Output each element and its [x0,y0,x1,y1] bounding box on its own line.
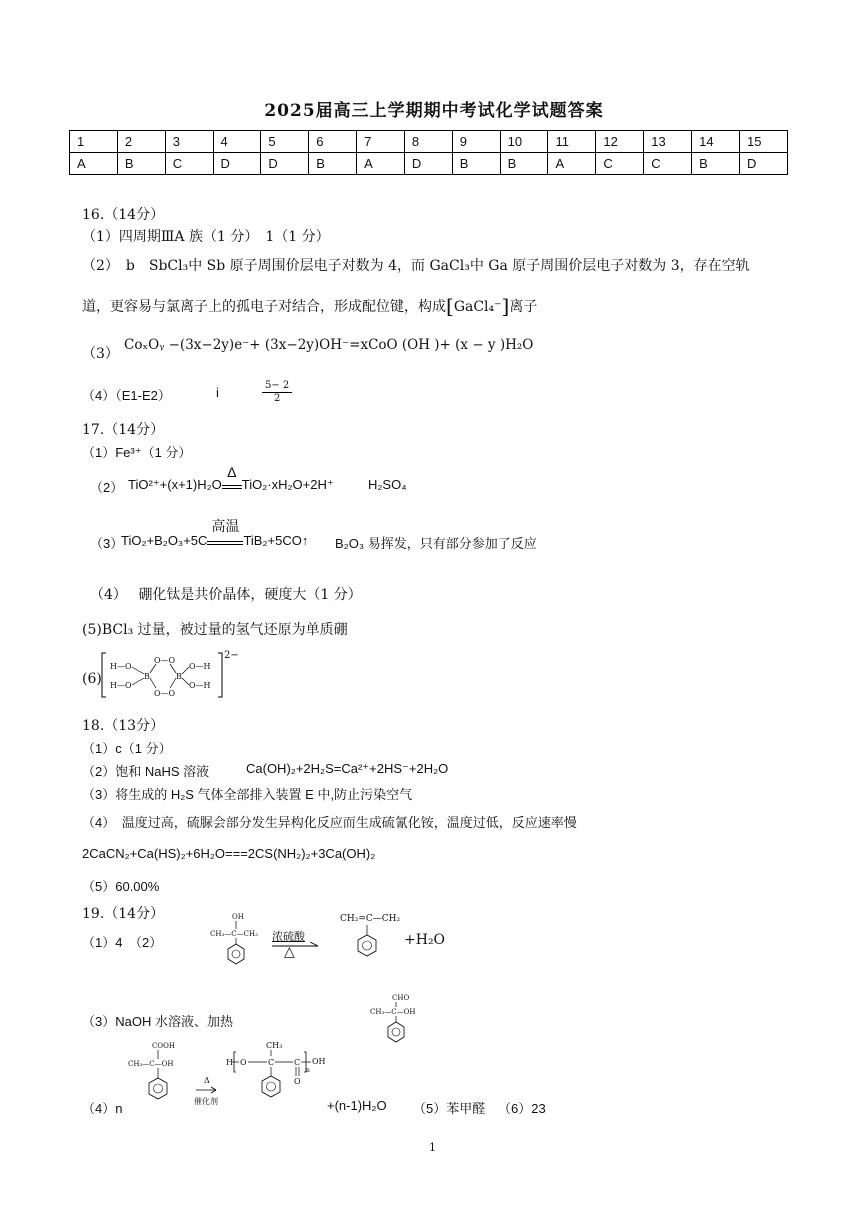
q18-part2-equation: Ca(OH)₂+2H₂S=Ca²⁺+2HS⁻+2H₂O [246,761,449,776]
bracket-left: [ [446,294,454,318]
reactants: TiO²⁺+(x+1)H₂O [128,477,222,492]
q19-heat-symbol-2: Δ [204,1076,210,1085]
table-cell: B [692,153,740,175]
q17-part5: (5)BCl₃ 过量，被过量的氢气还原为单质硼 [82,622,348,638]
table-cell: 6 [309,131,357,153]
svg-text:CH₃—C—OH: CH₃—C—OH [370,1008,416,1016]
q16-part4-fraction [262,380,292,405]
fraction-numerator: 5− 2 [262,380,292,393]
q17-part6-label: (6) [82,671,102,687]
q18-part2-label: （2）饱和 NaHS 溶液 [82,764,210,779]
page-number: 1 [429,1141,436,1154]
table-cell: 9 [452,131,500,153]
q19-water: +H₂O [404,932,446,948]
q19-heading: 19.（14分） [82,906,165,922]
svg-text:O: O [294,1077,301,1086]
q16-part2-tail: 离子 [509,299,538,315]
table-cell: B [500,153,548,175]
table-cell: 3 [165,131,213,153]
q17-part2-extra: H₂SO₄ [368,477,407,492]
table-cell: 10 [500,131,548,153]
q18-part5: （5）60.00% [82,879,160,894]
table-cell: C [165,153,213,175]
table-cell: 14 [692,131,740,153]
table-cell: C [596,153,644,175]
answer-table-answer-row [70,153,788,175]
q17-part2-equation [128,464,334,493]
q16-ion-formula: GaCl₄⁻ [453,299,502,315]
table-cell: 15 [739,131,787,153]
double-arrow [222,464,242,489]
equals-line [222,485,242,489]
q19-product-formula: CH₂=C—CH₂ [340,914,401,924]
answer-table [69,130,788,175]
boron-structure-diagram [100,650,240,700]
product-alkene-ring [345,925,385,969]
q16-part4-i: i [216,385,219,400]
svg-text:CH₃: CH₃ [266,1041,283,1050]
svg-text:B: B [176,672,182,681]
svg-text:H: H [226,1058,233,1067]
reactants: TiO₂+B₂O₃+5C [121,533,208,548]
table-cell: 13 [644,131,692,153]
svg-text:OH: OH [232,913,244,921]
q19-catalyst: 催化剂 [194,1097,218,1106]
q17-part6-charge: 2− [224,650,239,661]
q18-part3: （3）将生成的 H₂S 气体全部排入装置 E 中,防止污染空气 [82,787,413,802]
acid-monomer-structure [124,1040,194,1112]
table-cell: 1 [70,131,118,153]
q17-part2-label: （2） [90,480,124,495]
polymer-structure [222,1038,332,1112]
svg-text:COOH: COOH [152,1042,175,1050]
svg-text:CH₃—C—OH: CH₃—C—OH [128,1060,174,1068]
table-cell: 4 [213,131,261,153]
svg-text:H—O: H—O [110,681,132,690]
q16-part2-line1: （2） b SbCl₃中 Sb 原子周围价层电子对数为 4，而 GaCl₃中 Ga 原子周围价层电子对数为 3，存在空轨 [82,258,750,274]
q16-part3-equation: CoₓOᵧ −(3x−2y)e⁻+ (3x−2y)OH⁻=xCoO (OH )+ (x − y )H₂O [124,337,534,353]
q16-part2-text: 道，更容易与氯离子上的孤电子对结合，形成配位键，构成 [82,299,446,315]
svg-text:OH: OH [312,1057,326,1066]
q19-part1: （1）4 （2） [82,935,163,950]
high-temp-label: 高温 [211,519,240,535]
table-cell: A [357,153,405,175]
table-cell: 5 [261,131,309,153]
fraction-denominator: 2 [273,393,281,404]
q19-conc-sulfuric: 浓硫酸 [272,930,305,943]
q16-part2-line2 [82,294,537,318]
q17-heading: 17.（14分） [82,422,165,438]
svg-text:B: B [144,672,150,681]
q16-part3-label: （3） [82,346,119,362]
table-cell: B [117,153,165,175]
page-title: 2025届高三上学期期中考试化学试题答案 [264,101,604,121]
q18-part4: （4） 温度过高，硫脲会部分发生异构化反应而生成硫氰化铵，温度过低，反应速率慢 [82,815,577,830]
table-cell: B [452,153,500,175]
table-cell: C [644,153,692,175]
svg-text:n: n [306,1067,310,1074]
q16-part4-label: （4）（E1-E2） [82,388,171,403]
q16-heading: 16.（14分） [82,207,165,223]
svg-text:O: O [240,1058,247,1067]
svg-text:O—H: O—H [189,681,211,690]
q18-heading: 18.（13分） [82,718,165,734]
reaction-arrow-2 [196,1086,220,1094]
table-cell: 2 [117,131,165,153]
table-cell: A [548,153,596,175]
svg-text:O—O: O—O [154,689,176,698]
heat-symbol: Δ [227,464,237,480]
q16-part1: （1）四周期ⅢA 族（1 分） 1（1 分） [82,229,330,245]
q17-part3-extra: B₂O₃ 易挥发，只有部分参加了反应 [335,536,537,551]
table-cell: D [404,153,452,175]
q17-part4: （4） 硼化钛是共价晶体，硬度大（1 分） [90,587,362,603]
double-arrow [207,519,243,545]
table-cell: 11 [548,131,596,153]
products: TiO₂·xH₂O+2H⁺ [241,477,334,492]
products: TiB₂+5CO↑ [243,533,309,548]
q19-part5: （5）苯甲醛 [413,1101,486,1116]
reaction-arrow [272,942,322,964]
q19-part4-label: （4）n [82,1101,123,1116]
svg-text:H—O: H—O [110,662,132,671]
svg-text:CH₃—C—CH₃: CH₃—C—CH₃ [210,930,258,938]
aldehyde-structure [368,992,428,1052]
svg-text:O—O: O—O [154,656,176,665]
q17-part3-equation [121,519,309,548]
svg-text:C: C [294,1058,301,1067]
svg-text:CHO: CHO [392,994,410,1002]
table-cell: A [70,153,118,175]
q17-part3-label: （3） [90,536,124,551]
bracket-right: ] [501,294,510,318]
table-cell: D [261,153,309,175]
equals-line [207,541,243,545]
table-cell: 12 [596,131,644,153]
table-cell: D [213,153,261,175]
reactant-alcohol-structure [208,908,268,970]
q19-heat-symbol: △ [284,944,295,960]
svg-text:C: C [268,1058,275,1067]
q18-part4-equation: 2CaCN₂+Ca(HS)₂+6H₂O===2CS(NH₂)₂+3Ca(OH)₂ [82,846,376,861]
q19-part4-water: +(n-1)H₂O [327,1098,387,1113]
table-cell: D [739,153,787,175]
q17-part1: （1）Fe³⁺（1 分） [82,445,192,460]
table-cell: 7 [357,131,405,153]
table-cell: 8 [404,131,452,153]
table-cell: B [309,153,357,175]
answer-table-number-row [70,131,788,153]
svg-text:O—H: O—H [189,662,211,671]
q19-part3: （3）NaOH 水溶液、加热 [82,1014,233,1029]
q19-part6: （6）23 [498,1101,546,1116]
q18-part1: （1）c（1 分） [82,741,172,756]
